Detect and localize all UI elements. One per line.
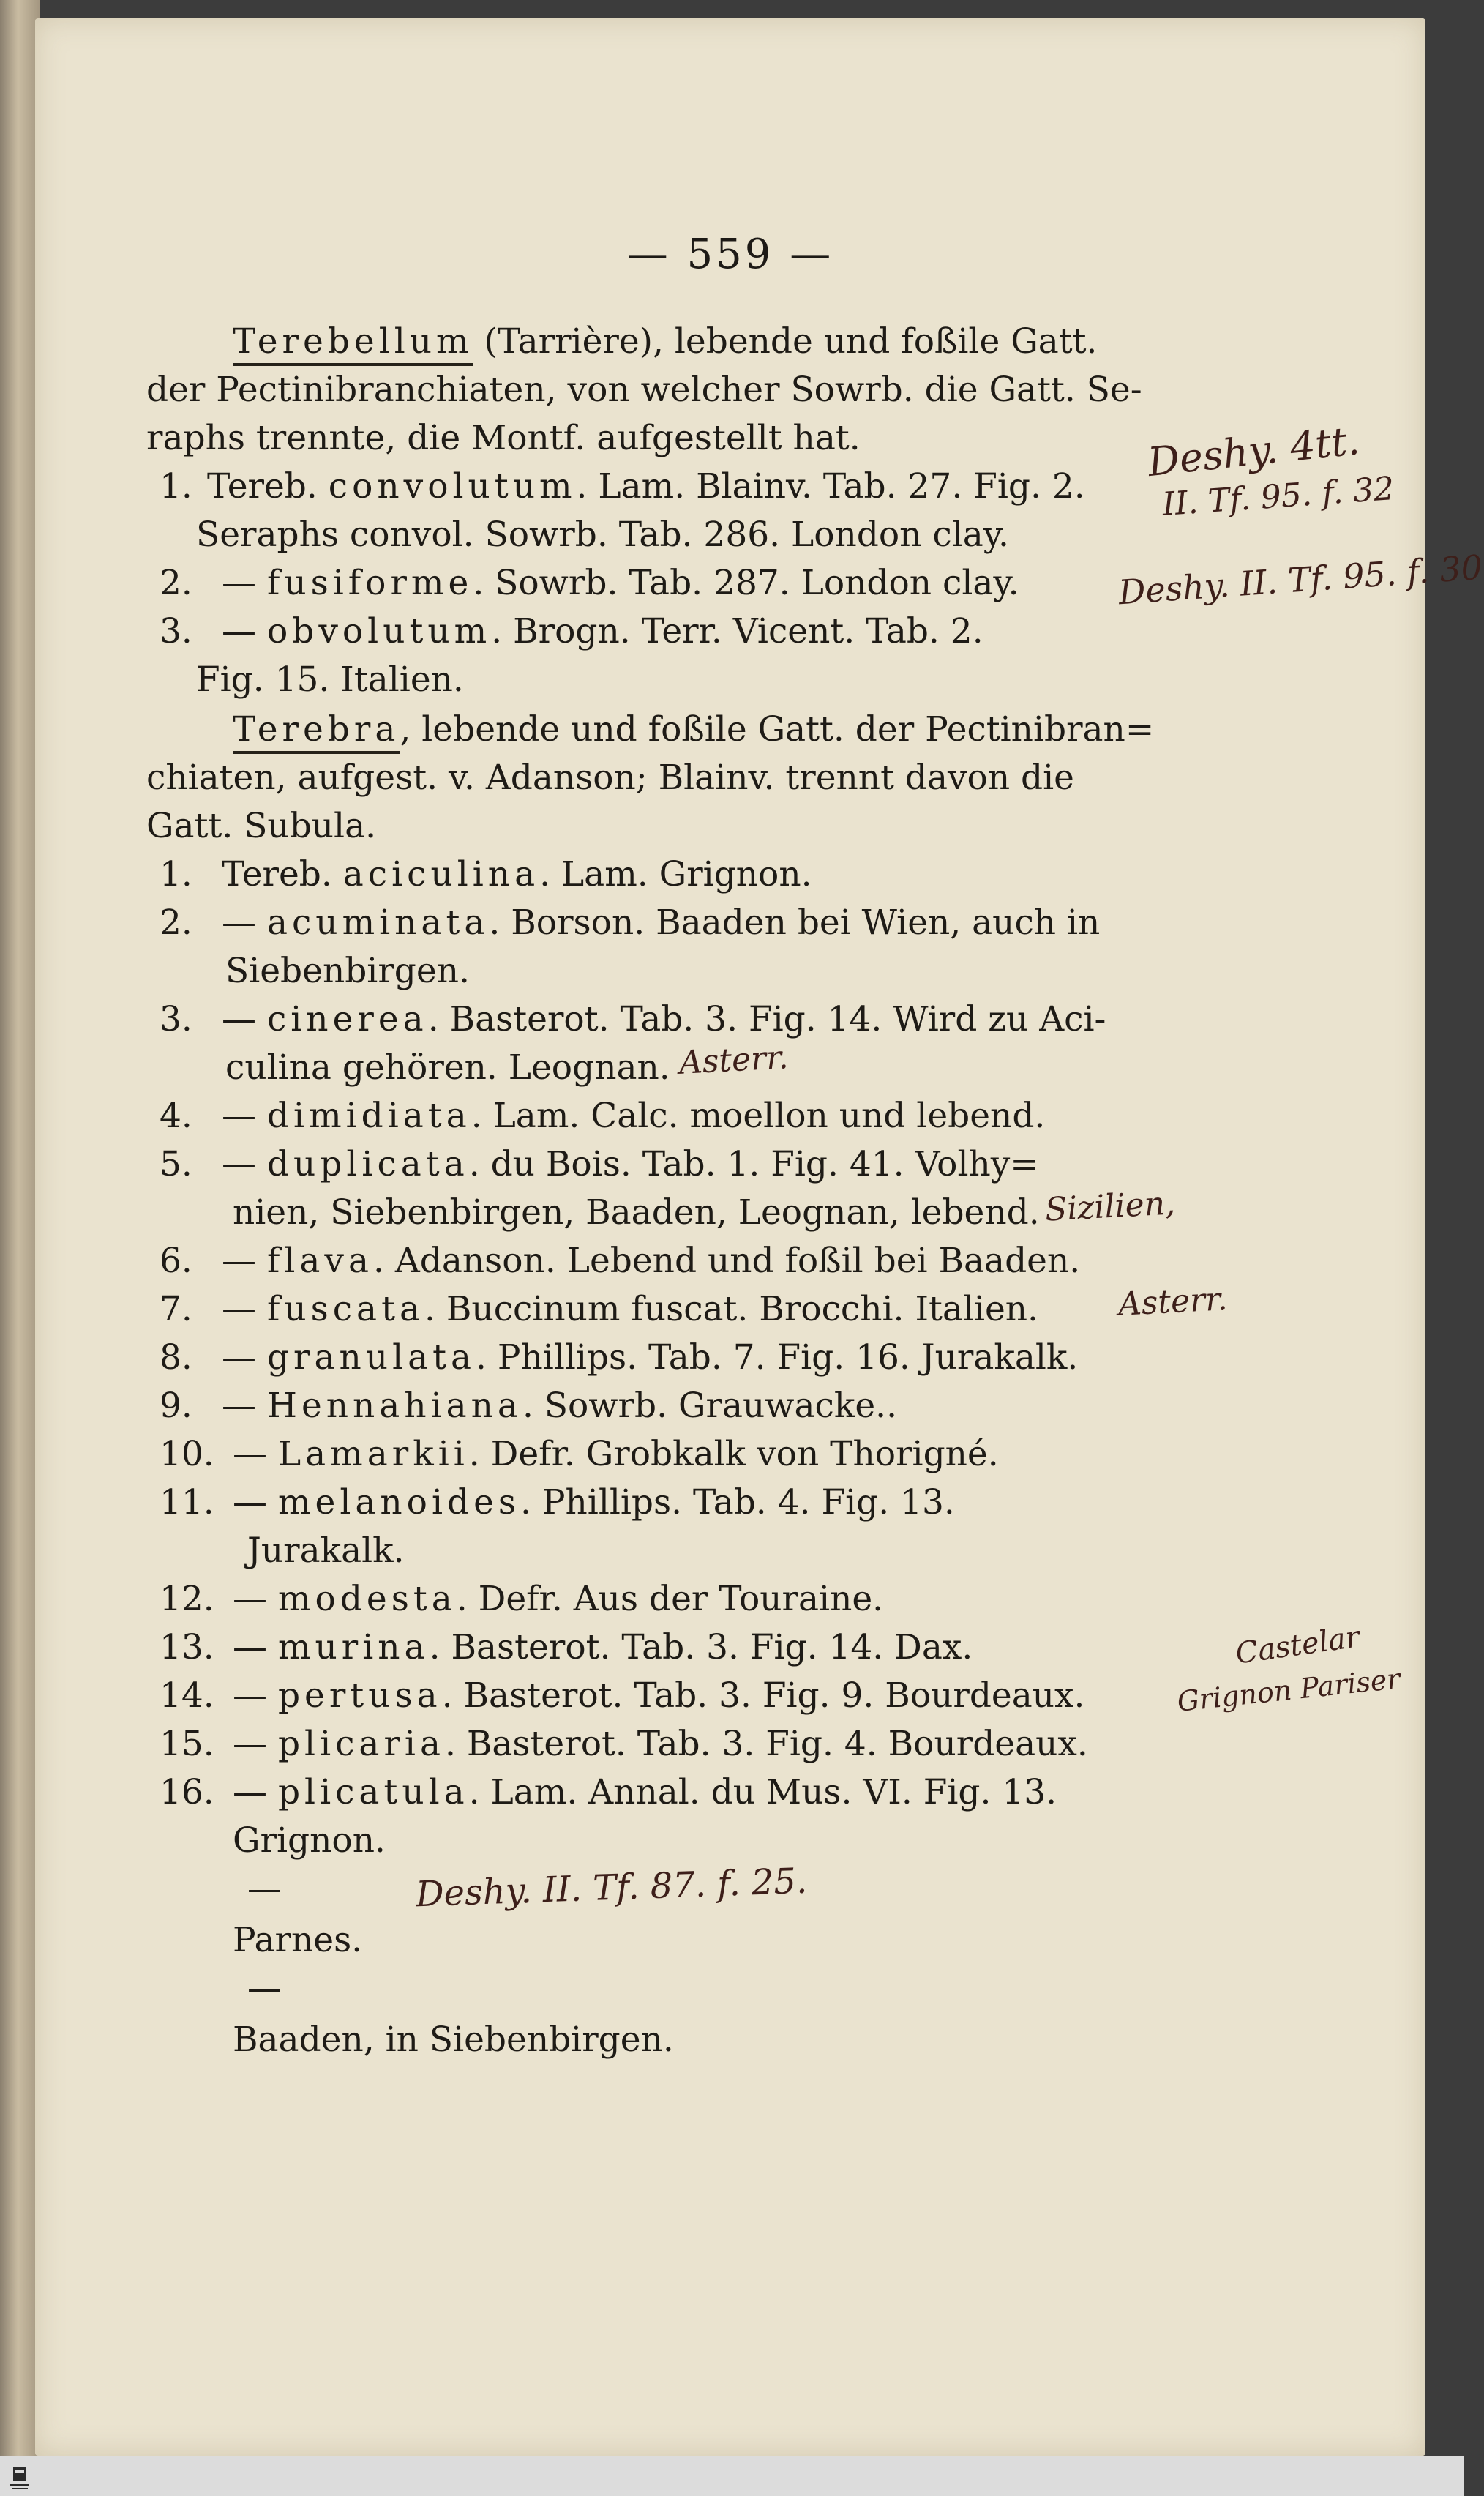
list-item: nien, Siebenbirgen, Baaden, Leognan, lebend.: [233, 1192, 1040, 1233]
page-number: — 559 —: [626, 231, 834, 278]
terebellum-intro-line-1: [233, 321, 1098, 362]
list-item: Jurakalk.: [247, 1531, 405, 1571]
handwritten-note: Grignon Pariser: [1175, 1662, 1402, 1718]
handwritten-note: Sizilien,: [1043, 1184, 1177, 1229]
list-item: Baaden, in Siebenbirgen.: [233, 2019, 674, 2060]
list-item: 1. Tereb. aciculina. Lam. Grignon.: [160, 854, 812, 894]
book-spine-edge: [0, 0, 40, 2456]
list-item: 8. — granulata. Phillips. Tab. 7. Fig. 16. Jurakalk.: [160, 1337, 1079, 1378]
list-item: 3. — cinerea. Basterot. Tab. 3. Fig. 14. Wird zu Aci-: [160, 999, 1106, 1039]
book-page: [35, 18, 1484, 2456]
list-item: 7. — fuscata. Buccinum fuscat. Brocchi. Italien.: [160, 1289, 1039, 1329]
terebra-intro-line-1: [233, 709, 1155, 750]
list-item: 10. — Lamarkii. Defr. Grobkalk von Thorigné.: [160, 1434, 999, 1474]
terebra-heading: Terebra: [233, 709, 400, 754]
terebellum-intro-line-3: raphs trennte, die Montf. aufgestellt hat.: [146, 418, 861, 458]
list-item: 11. — melanoides. Phillips. Tab. 4. Fig. 13.: [160, 1482, 955, 1522]
list-item: 15. — plicaria. Basterot. Tab. 3. Fig. 4. Bourdeaux.: [160, 1724, 1088, 1764]
handwritten-note: Asterr.: [678, 1039, 790, 1082]
terebellum-intro-line-2: der Pectinibranchiaten, von welcher Sowrb. die Gatt. Se-: [146, 370, 1142, 410]
list-item: Fig. 15. Italien.: [196, 660, 464, 700]
terebellum-heading: Terebellum: [233, 321, 473, 366]
list-item: 12. — modesta. Defr. Aus der Touraine.: [160, 1579, 884, 1619]
handwritten-note: Asterr.: [1117, 1280, 1229, 1323]
list-item: 2. — fusiforme. Sowrb. Tab. 287. London clay.: [160, 563, 1019, 603]
scan-footer-strip: [0, 2456, 1464, 2496]
list-item: 4. — dimidiata. Lam. Calc. moellon und lebend.: [160, 1096, 1046, 1136]
list-item: Parnes.: [233, 1920, 363, 1960]
handwritten-note: Deshy. 4tt.: [1145, 416, 1362, 486]
list-item: 13. — murina. Basterot. Tab. 3. Fig. 14. Dax.: [160, 1627, 973, 1667]
list-item: 1. Tereb. convolutum. Lam. Blainv. Tab. 27. Fig. 2.: [160, 466, 1085, 507]
handwritten-note: Deshy. II. Tf. 87. f. 25.: [415, 1860, 809, 1916]
terebra-intro-line-3: Gatt. Subula.: [146, 806, 377, 846]
list-item: Siebenbirgen.: [225, 951, 470, 991]
list-item: 2. — acuminata. Borson. Baaden bei Wien, auch in: [160, 903, 1101, 943]
terebra-intro-line-2: chiaten, aufgest. v. Adanson; Blainv. trennt davon die: [146, 758, 1074, 798]
handwritten-note: Castelar: [1233, 1620, 1362, 1671]
list-item: culina gehören. Leognan.: [225, 1047, 670, 1088]
library-logo-icon: [9, 2465, 31, 2492]
list-item: 14. — pertusa. Basterot. Tab. 3. Fig. 9. Bourdeaux.: [160, 1675, 1085, 1716]
list-item: 9. — Hennahiana. Sowrb. Grauwacke..: [160, 1386, 898, 1426]
list-item: Grignon.: [233, 1820, 386, 1861]
list-item: —: [247, 1869, 282, 1909]
list-item: Seraphs convol. Sowrb. Tab. 286. London clay.: [196, 515, 1009, 555]
terebellum-intro-text-1: (Tarrière), lebende und foßile Gatt.: [473, 321, 1098, 362]
list-item: 16. — plicatula. Lam. Annal. du Mus. VI. Fig. 13.: [160, 1772, 1057, 1812]
list-item: 6. — flava. Adanson. Lebend und foßil bei Baaden.: [160, 1241, 1081, 1281]
list-item: —: [247, 1968, 282, 2009]
terebra-intro-text-1: , lebende und foßile Gatt. der Pectinibran=: [400, 709, 1155, 750]
list-item: 5. — duplicata. du Bois. Tab. 1. Fig. 41. Volhy=: [160, 1144, 1039, 1184]
list-item: 3. — obvolutum. Brogn. Terr. Vicent. Tab. 2.: [160, 611, 983, 651]
handwritten-note: Deshy. II. Tf. 95. f. 30: [1117, 547, 1484, 613]
handwritten-note: II. Tf. 95. f. 32: [1161, 469, 1395, 524]
